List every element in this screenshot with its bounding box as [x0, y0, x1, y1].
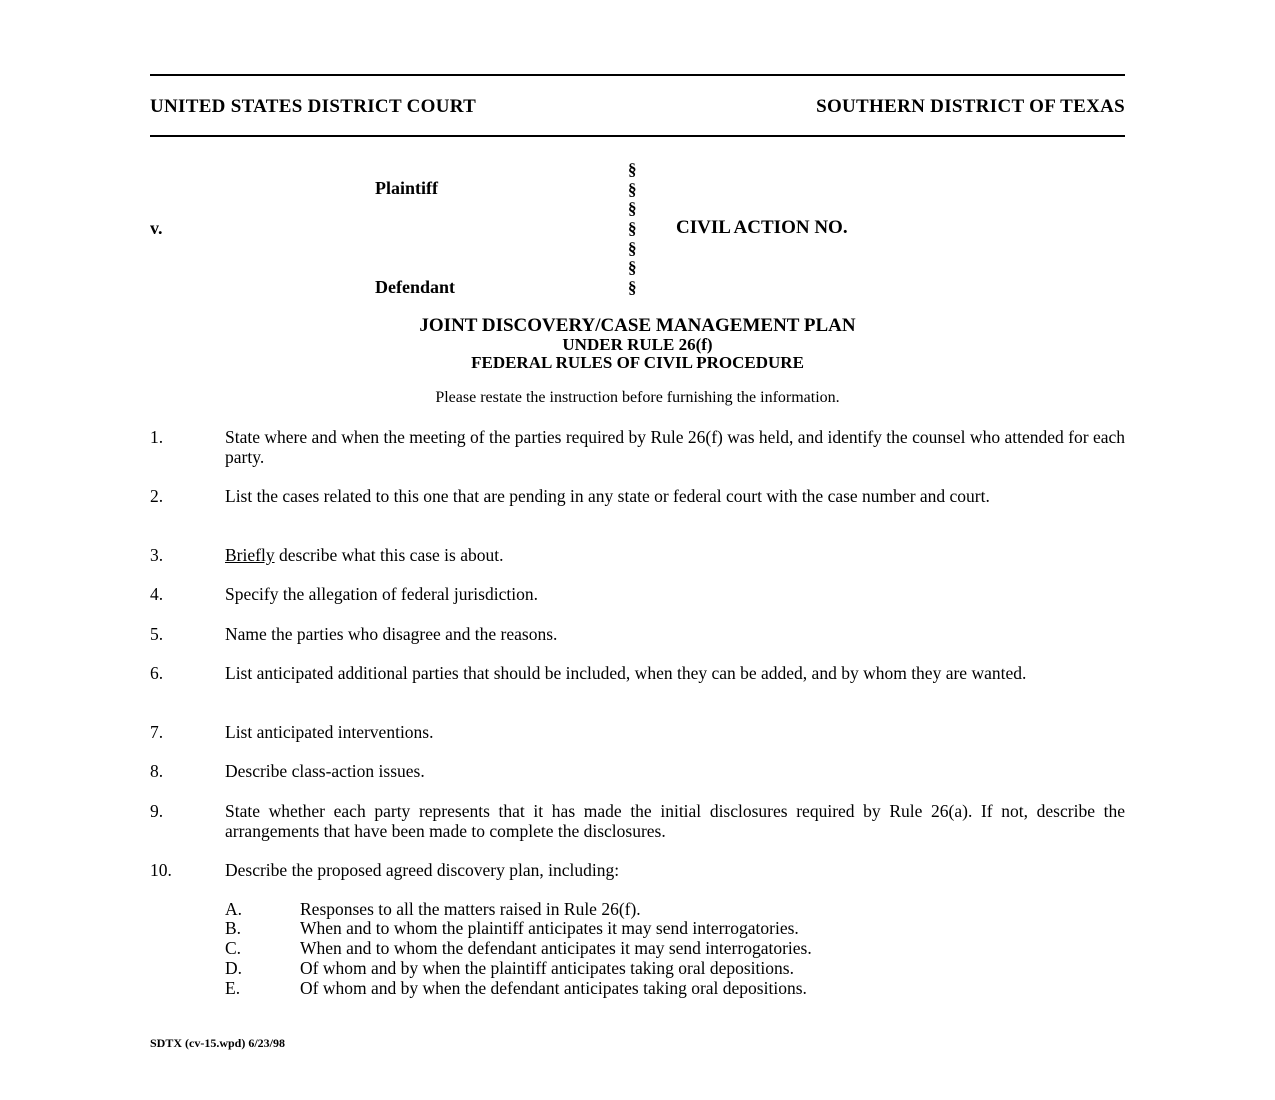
sub-item-letter: A. — [225, 899, 243, 919]
sub-item-text: Of whom and by when the defendant anticipates taking oral depositions. — [300, 978, 807, 998]
instruction-text: Please restate the instruction before furnishing the information. — [435, 389, 840, 406]
sub-item-text: When and to whom the defendant anticipates it may send interrogatories. — [300, 938, 812, 958]
header-bottom-rule — [150, 135, 1125, 137]
item-number: 4. — [150, 584, 164, 604]
item-text: State where and when the meeting of the parties required by Rule 26(f) was held, and identify the counsel who attended for each party. — [225, 427, 1125, 467]
section-symbol: § — [628, 199, 637, 218]
civil-action-label: CIVIL ACTION NO. — [676, 217, 848, 238]
item-text-rest: describe what this case is about. — [274, 545, 504, 565]
form-footer-id: SDTX (cv-15.wpd) 6/23/98 — [150, 1036, 286, 1050]
item-number: 2. — [150, 486, 164, 506]
item-text: Specify the allegation of federal jurisdiction. — [225, 584, 538, 604]
item-text: Describe class-action issues. — [225, 761, 425, 781]
sub-item-text: Responses to all the matters raised in Rule 26(f). — [300, 899, 641, 919]
item-number: 5. — [150, 624, 164, 644]
item-text: List anticipated interventions. — [225, 722, 434, 742]
section-symbol: § — [628, 160, 637, 179]
emphasis-briefly: Briefly — [225, 545, 275, 565]
plaintiff-label: Plaintiff — [375, 178, 438, 198]
item-number: 3. — [150, 545, 164, 565]
document-subtitle-rule: UNDER RULE 26(f) — [562, 335, 713, 354]
versus-label: v. — [150, 218, 163, 238]
sub-item-text: When and to whom the plaintiff anticipates it may send interrogatories. — [300, 918, 799, 938]
item-text: Name the parties who disagree and the reasons. — [225, 624, 558, 644]
item-number: 9. — [150, 801, 164, 821]
item-number: 10. — [150, 860, 172, 880]
defendant-label: Defendant — [375, 277, 455, 297]
court-name: UNITED STATES DISTRICT COURT — [150, 96, 477, 117]
item-number: 7. — [150, 722, 164, 742]
item-text: List anticipated additional parties that should be included, when they can be added, and by whom they are wanted. — [225, 663, 1027, 683]
sub-item-letter: B. — [225, 918, 242, 938]
top-rule — [150, 74, 1125, 76]
document-title: JOINT DISCOVERY/CASE MANAGEMENT PLAN — [419, 315, 856, 336]
item-text: Describe the proposed agreed discovery plan, including: — [225, 860, 620, 880]
item-number: 6. — [150, 663, 164, 683]
document-subtitle-frcp: FEDERAL RULES OF CIVIL PROCEDURE — [471, 353, 804, 372]
section-symbol: § — [628, 258, 637, 277]
sub-item-letter: E. — [225, 978, 241, 998]
section-symbol: § — [628, 239, 637, 258]
sub-item-letter: D. — [225, 958, 243, 978]
item-number: 8. — [150, 761, 164, 781]
district-name: SOUTHERN DISTRICT OF TEXAS — [816, 96, 1125, 117]
item-number: 1. — [150, 427, 164, 447]
item-text: State whether each party represents that it has made the initial disclosures required by Rule 26(a). If not, describe the arrangements that have been made to complete the disclosures. — [225, 801, 1125, 841]
item-text — [225, 545, 1125, 565]
section-symbol: § — [628, 219, 637, 238]
section-symbol: § — [628, 278, 637, 297]
sub-item-letter: C. — [225, 938, 242, 958]
item-text: List the cases related to this one that are pending in any state or federal court with the case number and court. — [225, 486, 990, 506]
sub-item-text: Of whom and by when the plaintiff anticipates taking oral depositions. — [300, 958, 794, 978]
section-symbol: § — [628, 180, 637, 199]
